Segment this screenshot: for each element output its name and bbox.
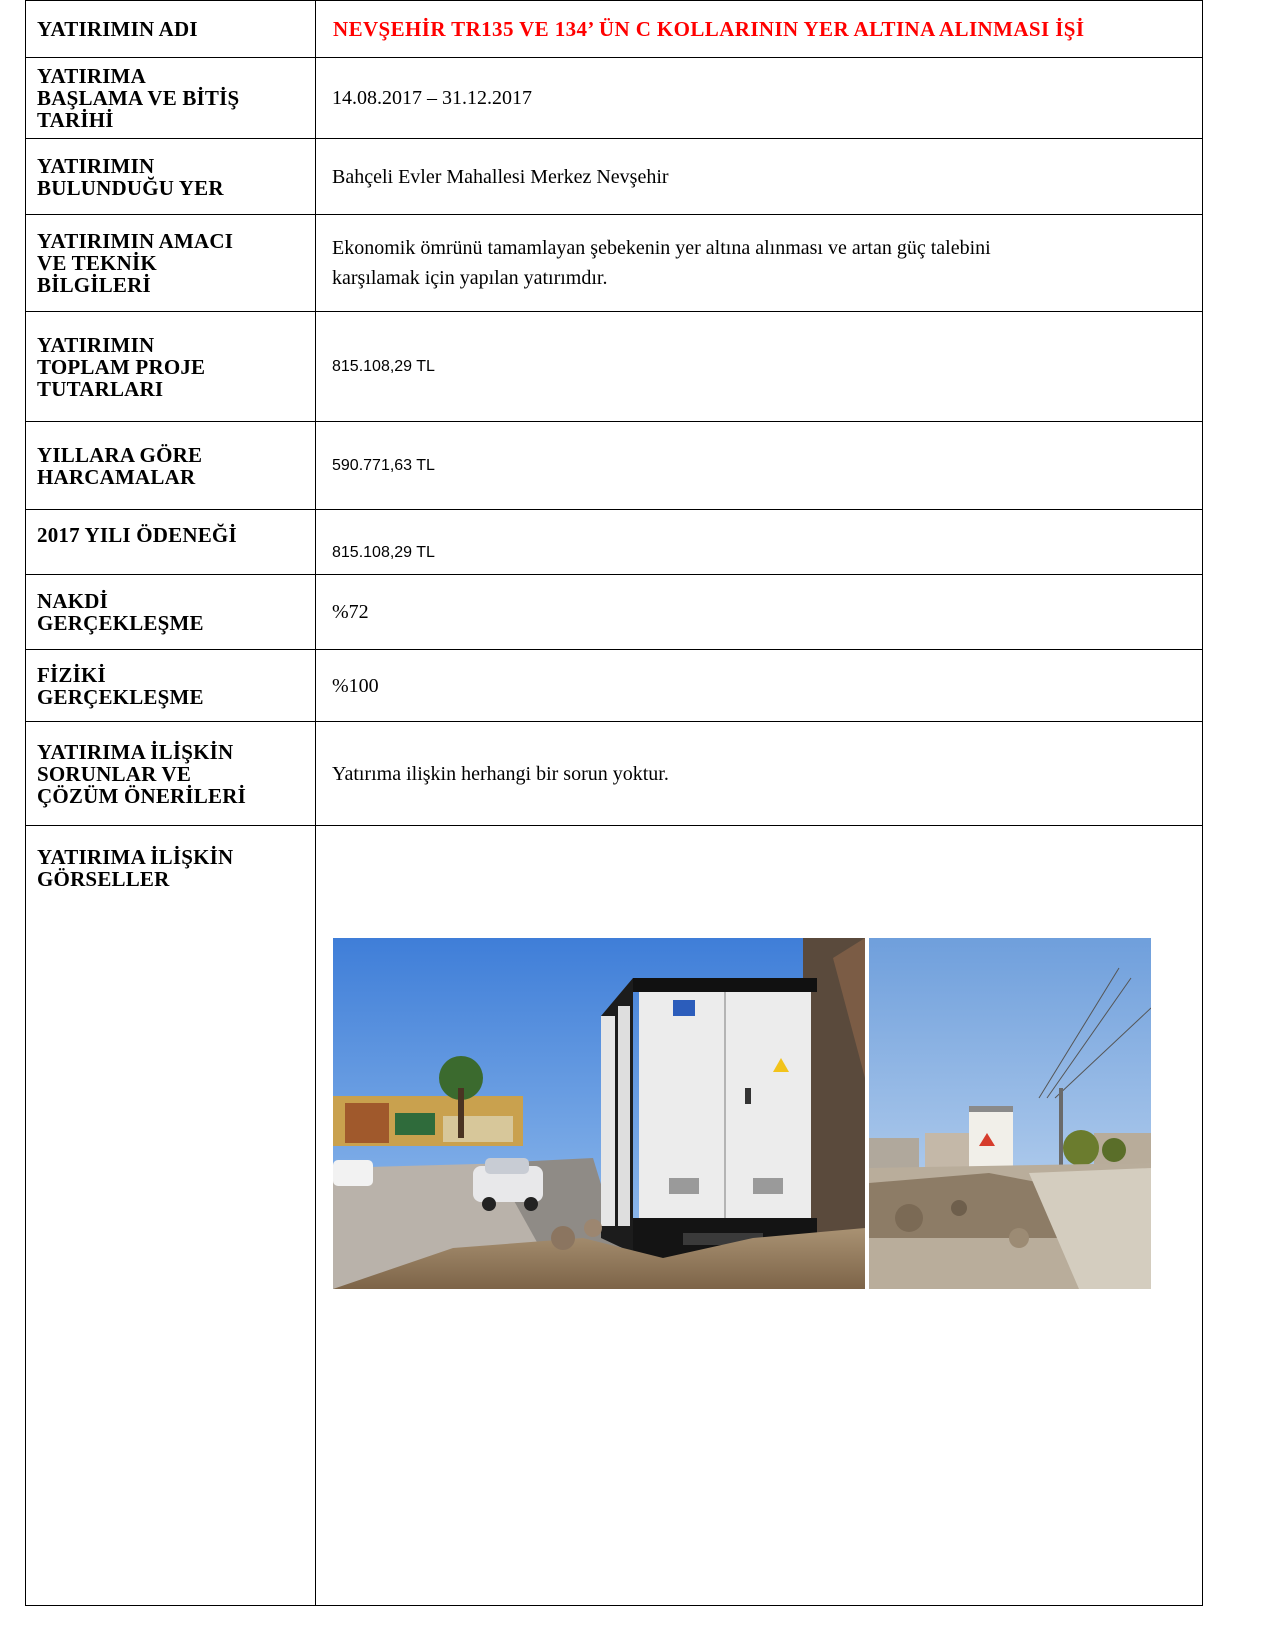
- label-total: YATIRIMIN TOPLAM PROJE TUTARLARI: [26, 312, 316, 422]
- value-allowance: 815.108,29 TL: [316, 510, 1203, 575]
- value-location: Bahçeli Evler Mahallesi Merkez Nevşehir: [316, 139, 1203, 215]
- label-physical: FİZİKİ GERÇEKLEŞME: [26, 650, 316, 722]
- value-dates: 14.08.2017 – 31.12.2017: [316, 58, 1203, 139]
- investment-info-sheet: [25, 0, 1203, 1652]
- photos-cell: [316, 826, 1203, 1606]
- label-images: YATIRIMA İLİŞKİN GÖRSELLER: [26, 826, 316, 1606]
- transformer-kiosk-street-photo: [333, 938, 865, 1289]
- label-allowance: 2017 YILI ÖDENEĞİ: [26, 510, 316, 575]
- row-problems: [26, 722, 1203, 826]
- row-location: [26, 139, 1203, 215]
- value-purpose: Ekonomik ömrünü tamamlayan şebekenin yer altına alınması ve artan güç talebini karşılamak için yapılan yatırımdır.: [316, 215, 1203, 312]
- label-yearly: YILLARA GÖRE HARCAMALAR: [26, 422, 316, 510]
- value-problems: Yatırıma ilişkin herhangi bir sorun yoktur.: [316, 722, 1203, 826]
- row-dates: [26, 58, 1203, 139]
- row-purpose: [26, 215, 1203, 312]
- label-location: YATIRIMIN BULUNDUĞU YER: [26, 139, 316, 215]
- transformer-kiosk-illustration: [333, 938, 865, 1289]
- value-yearly: 590.771,63 TL: [316, 422, 1203, 510]
- row-allowance: [26, 510, 1203, 575]
- label-investment-name: YATIRIMIN ADI: [26, 1, 316, 58]
- excavation-illustration: [869, 938, 1151, 1289]
- row-yearly: [26, 422, 1203, 510]
- label-purpose: YATIRIMIN AMACI VE TEKNİK BİLGİLERİ: [26, 215, 316, 312]
- label-dates: YATIRIMA BAŞLAMA VE BİTİŞ TARİHİ: [26, 58, 316, 139]
- row-physical: [26, 650, 1203, 722]
- investment-info-table: [25, 0, 1203, 1606]
- transformer-excavation-road-photo: [869, 938, 1151, 1289]
- row-total: [26, 312, 1203, 422]
- value-cash: %72: [316, 575, 1203, 650]
- label-cash: NAKDİ GERÇEKLEŞME: [26, 575, 316, 650]
- row-images: [26, 826, 1203, 1606]
- row-cash: [26, 575, 1203, 650]
- value-total: 815.108,29 TL: [316, 312, 1203, 422]
- value-physical: %100: [316, 650, 1203, 722]
- investment-title: NEVŞEHİR TR135 VE 134’ ÜN C KOLLARININ YER ALTINA ALINMASI İŞİ: [316, 1, 1203, 58]
- label-problems: YATIRIMA İLİŞKİN SORUNLAR VE ÇÖZÜM ÖNERİLERİ: [26, 722, 316, 826]
- row-investment-name: [26, 1, 1203, 58]
